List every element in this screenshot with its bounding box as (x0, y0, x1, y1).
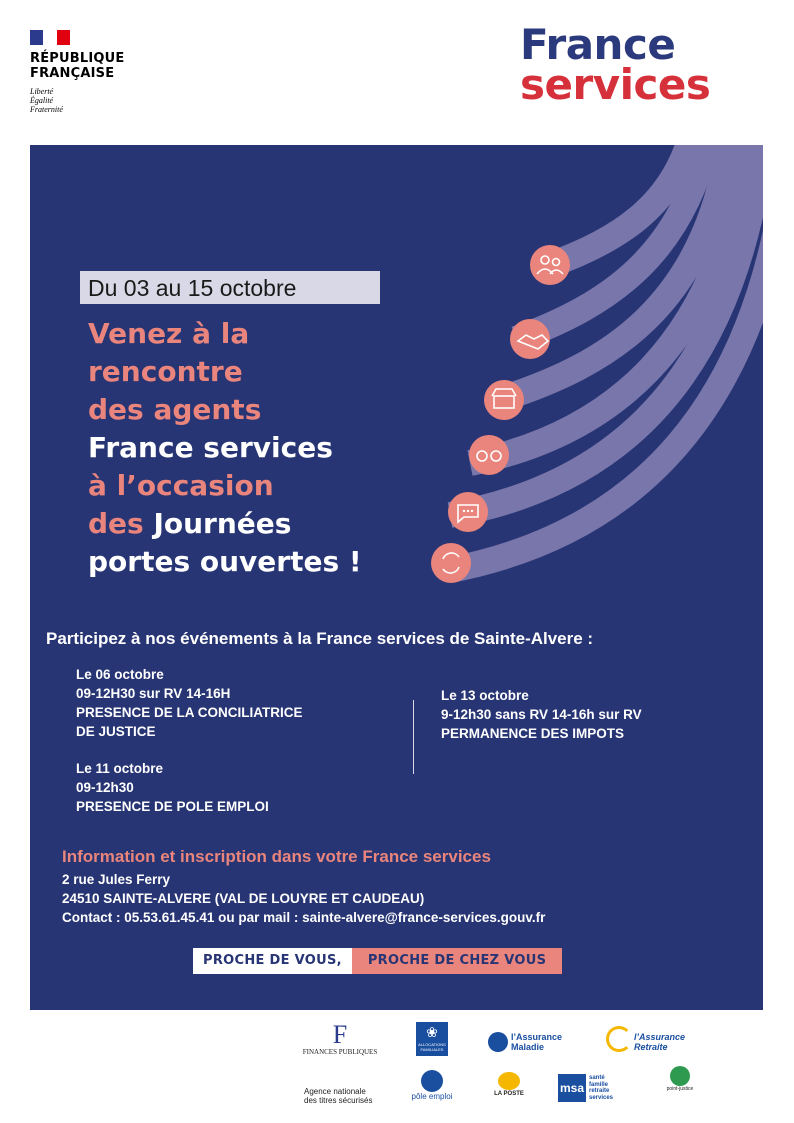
finances-f-icon: F (332, 1020, 348, 1049)
ants-logo: Agence nationale des titres sécurisés (304, 1087, 373, 1105)
republique-motto: Liberté Égalité Fraternité (30, 87, 63, 114)
assurance-maladie-logo: l’Assurance Maladie (488, 1032, 562, 1052)
la-poste-icon (498, 1072, 520, 1090)
la-poste-logo: LA POSTE (490, 1072, 528, 1099)
assurance-retraite-logo: l’Assurance Retraite (606, 1026, 685, 1052)
pole-emploi-logo: pôle emploi (408, 1070, 456, 1101)
event-06-octobre: Le 06 octobre 09-12H30 sur RV 14-16H PRESENCE DE LA CONCILIATRICE DE JUSTICE (76, 667, 303, 739)
contact-line[interactable]: Contact : 05.53.61.45.41 ou par mail : sainte-alvere@france-services.gouv.fr (62, 910, 546, 925)
pole-emploi-icon (421, 1070, 443, 1092)
republique-francaise-label: RÉPUBLIQUE FRANÇAISE (30, 51, 125, 81)
handshake-icon (510, 319, 550, 359)
point-justice-logo: point-justice (660, 1066, 700, 1092)
slogan-banner: PROCHE DE VOUS, PROCHE DE CHEZ VOUS (193, 948, 562, 974)
contact-info: 2 rue Jules Ferry 24510 SAINTE-ALVERE (VAL DE LOUYRE ET CAUDEAU) Contact : 05.53.61.45.41 ou par mail : sainte-alvere@france-services.gouv.fr (62, 872, 546, 925)
event-11-octobre: Le 11 octobre 09-12h30 PRESENCE DE POLE EMPLOI (76, 761, 269, 814)
main-panel (30, 145, 763, 1010)
events-title: Participez à nos événements à la France services de Sainte-Alvere : (46, 629, 594, 648)
people-icon (530, 245, 570, 285)
headline: Venez à la rencontre des agents France services à l’occasion des Journées portes ouvertes ! (88, 317, 362, 578)
point-justice-icon (670, 1066, 690, 1086)
caf-icon: ❀ (426, 1024, 438, 1040)
events-divider (413, 700, 414, 774)
event-13-octobre: Le 13 octobre 9-12h30 sans RV 14-16h sur RV PERMANENCE DES IMPOTS (441, 688, 642, 741)
binoculars-icon (469, 435, 509, 475)
shop-icon (484, 380, 524, 420)
french-flag-icon (30, 30, 70, 45)
france-services-logo: France services (520, 20, 711, 109)
caf-logo: ❀ ALLOCATIONS FAMILIALES (416, 1022, 448, 1056)
msa-icon: msa (558, 1074, 586, 1102)
msa-logo: msa santé famille retraite services (559, 1075, 614, 1101)
assurance-maladie-icon (488, 1032, 508, 1052)
assurance-retraite-icon (606, 1026, 632, 1052)
finances-publiques-logo: F FINANCES PUBLIQUES (300, 1022, 380, 1057)
info-title: Information et inscription dans votre France services (62, 847, 491, 866)
date-range: Du 03 au 15 octobre (88, 275, 297, 301)
refresh-icon (431, 543, 471, 583)
